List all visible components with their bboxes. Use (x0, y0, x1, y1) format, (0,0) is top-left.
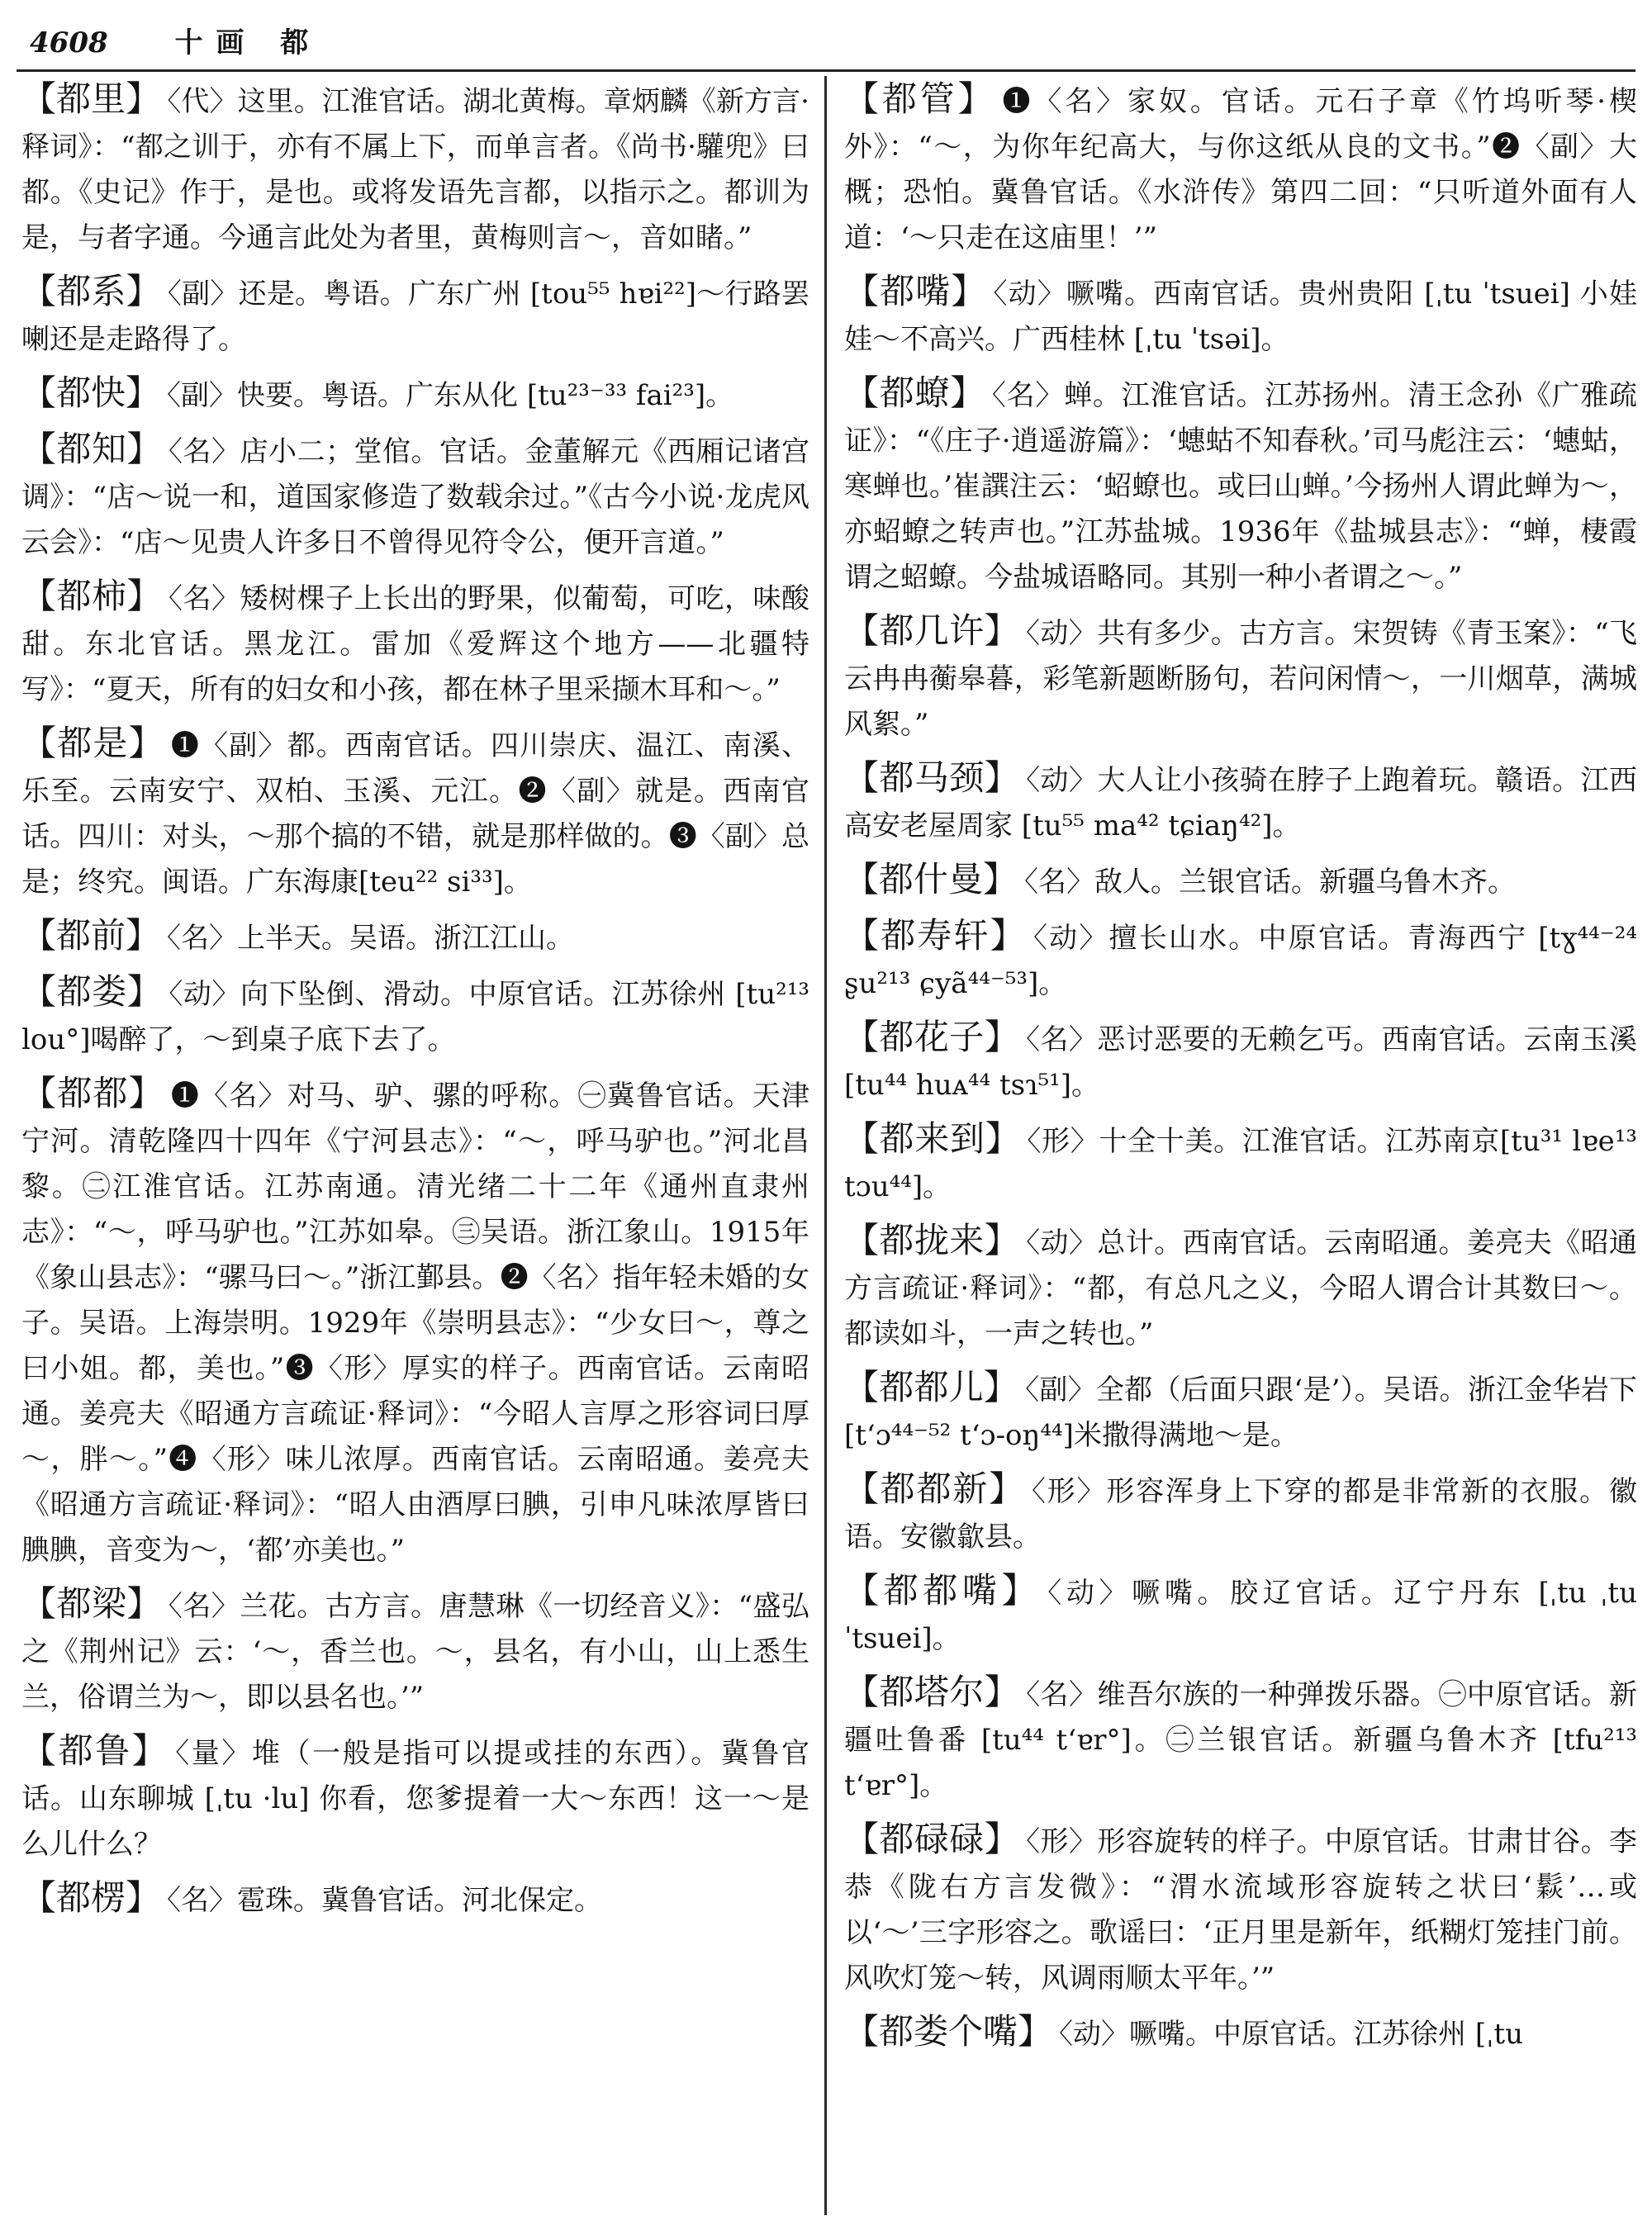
entry-headword: 【都楞】 (21, 1877, 161, 1918)
entry-definition: ❶〈名〉对马、驴、骡的呼称。㊀冀鲁官话。天津宁河。清乾隆四十四年《宁河县志》：“～，呼马驴也。”河北昌黎。㊁江淮官话。江苏南通。清光绪二十二年《通州直隶州志》：“～，呼马驴也。”江苏如皋。㊂吴语。浙江象山。1915年《象山县志》：“骡马曰～。”浙江鄞县。❷〈名〉指年轻未婚的女子。吴语。上海崇明。1929年《崇明县志》：“少女曰～，尊之曰小姐。都，美也。”❸〈形〉厚实的样子。西南官话。云南昭通。姜亮夫《昭通方言疏证·释词》：“今昭人言厚之形容词曰厚～，胖～。”❹〈形〉味儿浓厚。西南官话。云南昭通。姜亮夫《昭通方言疏证·释词》：“昭人由酒厚曰腆，引申凡味浓厚皆曰腆腆，音变为～，‘都’亦美也。” (21, 1079, 809, 1567)
entry-definition: 〈代〉这里。江淮官话。湖北黄梅。章炳麟《新方言·释词》：“都之训于，亦有不属上下，而单言者。《尚书·驩兜》曰都。《史记》作于，是也。或将发语先言都，以指示之。都训为是，与者字通。今通言此处为者里，黄梅则言～，音如睹。” (21, 85, 809, 254)
dictionary-entry (844, 76, 1637, 261)
entry-definition: 〈名〉雹珠。冀鲁官话。河北保定。 (167, 1884, 603, 1917)
entry-definition: 〈名〉矮树棵子上长出的野果，似葡萄，可吃，味酸甜。东北官话。黑龙江。雷加《爱辉这个地方——北疆特写》：“夏天，所有的妇女和小孩，都在林子里采撷木耳和～。” (21, 582, 809, 706)
page-header (30, 18, 321, 68)
entry-headword: 【都蟟】 (844, 372, 985, 413)
entry-headword: 【都里】 (21, 78, 161, 119)
entry-definition: ❶〈名〉家奴。官话。元石子章《竹坞听琴·楔外》：“～，为你年纪高大，与你这纸从良的文书。”❷〈副〉大概；恐怕。冀鲁官话。《水浒传》第四二回：“只听道外面有人道：‘～只走在这庙里！’” (844, 85, 1637, 254)
entry-headword: 【都系】 (21, 271, 161, 311)
entry-definition: 〈副〉快要。粤语。广东从化 [tu²³⁻³³ fai²³]。 (167, 379, 734, 412)
entry-headword: 【都是】 (21, 723, 164, 763)
entry-definition: 〈名〉维吾尔族的一种弹拨乐器。㊀中原官话。新疆吐鲁番 [tu⁴⁴ tʻɐr°]。㊁兰银官话。新疆乌鲁木齐 [tfu²¹³ tʻɐr°]。 (844, 1678, 1637, 1802)
entry-definition: 〈动〉大人让小孩骑在脖子上跑着玩。赣语。江西高安老屋周家 [tu⁵⁵ ma⁴² tɕiaŋ⁴²]。 (844, 764, 1637, 842)
entry-headword: 【都塔尔】 (844, 1672, 1020, 1712)
entry-headword: 【都知】 (21, 429, 162, 469)
entry-headword: 【都花子】 (844, 1017, 1020, 1057)
entry-definition: 〈名〉兰花。古方言。唐慧琳《一切经音义》：“盛弘之《荆州记》云：‘～，香兰也。～，县名，有小山，山上悉生兰，俗谓兰为～，即以县名也。’” (21, 1590, 809, 1714)
dictionary-entry (844, 1014, 1637, 1108)
dictionary-entry (21, 969, 809, 1063)
entry-headword: 【都马颈】 (844, 757, 1020, 798)
entry-definition: 〈名〉店小二；堂倌。官话。金董解元《西厢记诸宫调》：“店～说一和，道国家修造了数载余过。”《古今小说·龙虎风云会》：“店～见贵人许多日不曾得见符令公，便开言道。” (21, 435, 809, 559)
entry-definition: 〈名〉蝉。江淮官话。江苏扬州。清王念孙《广雅疏证》：“《庄子·逍遥游篇》：‘蟪蛄不知春秋。’司马彪注云：‘蟪蛄，寒蝉也。’崔譔注云：‘蛁蟟也。或曰山蝉。’今扬州人谓此蝉为～，亦蛁蟟之转声也。”江苏盐城。1936年《盐城县志》：“蝉，棲霞谓之蛁蟟。今盐城语略同。其别一种小者谓之～。” (844, 379, 1637, 594)
entry-definition: 〈形〉形容旋转的样子。中原官话。甘肃甘谷。李恭《陇右方言发微》：“渭水流域形容旋转之状曰‘鬏’…或以‘～’三字形容之。歌谣曰：‘正月里是新年，纸糊灯笼挂门前。风吹灯笼～转，风调雨顺太平年。’” (844, 1825, 1637, 1995)
entry-headword: 【都快】 (21, 372, 161, 413)
dictionary-entry (844, 1466, 1637, 1560)
entry-headword: 【都来到】 (844, 1118, 1021, 1159)
entry-headword: 【都什曼】 (844, 859, 1018, 899)
dictionary-entry (844, 1816, 1637, 2001)
dictionary-entry (844, 1669, 1637, 1809)
entry-headword: 【都娄】 (21, 971, 163, 1012)
dictionary-entry (21, 1581, 809, 1720)
entry-headword: 【都都】 (21, 1073, 164, 1113)
dictionary-entry (21, 573, 809, 713)
entry-headword: 【都娄个嘴】 (844, 2011, 1053, 2052)
dictionary-entry (844, 856, 1637, 905)
dictionary-entry (844, 1364, 1637, 1459)
right-column (844, 76, 1637, 2215)
dictionary-entry (21, 370, 809, 419)
entry-headword: 【都柿】 (21, 576, 162, 616)
dictionary-entry (844, 370, 1637, 600)
entry-headword: 【都前】 (21, 915, 161, 956)
entry-definition: 〈动〉噘嘴。中原官话。江苏徐州 [ˌtu (1059, 2018, 1523, 2051)
entry-definition: 〈形〉十全十美。江淮官话。江苏南京[tu³¹ lɐe¹³ tɔu⁴⁴]。 (844, 1125, 1637, 1203)
entry-headword: 【都都儿】 (844, 1367, 1019, 1407)
entry-headword: 【都嘴】 (844, 271, 987, 311)
page-number: 4608 (30, 26, 108, 59)
entry-definition: 〈动〉共有多少。古方言。宋贺铸《青玉案》：“飞云冉冉蘅皋暮，彩笔新题断肠句，若问闲情～，一川烟草，满城风絮。” (844, 617, 1637, 741)
header-rule (17, 69, 1635, 72)
entry-headword: 【都寿轩】 (844, 915, 1027, 956)
column-divider (824, 76, 827, 2215)
entry-definition: 〈动〉向下坠倒、滑动。中原官话。江苏徐州 [tu²¹³ lou°]喝醉了，～到桌子底下去了。 (21, 978, 809, 1056)
dictionary-entry (844, 1116, 1637, 1210)
entry-headword: 【都碌碌】 (844, 1819, 1020, 1859)
dictionary-entry (21, 268, 809, 363)
entry-headword: 【都都新】 (844, 1468, 1025, 1509)
dictionary-entry (21, 1875, 809, 1924)
dictionary-entry (21, 426, 809, 566)
entry-definition: ❶〈副〉都。西南官话。四川崇庆、温江、南溪、乐至。云南安宁、双柏、玉溪、元江。❷〈副〉就是。西南官话。四川：对头，～那个搞的不错，就是那样做的。❸〈副〉总是；终究。闽语。广东海康[teu²² si³³]。 (21, 729, 809, 899)
entry-headword: 【都几许】 (844, 610, 1019, 651)
entry-definition: 〈名〉恶讨恶要的无赖乞丐。西南官话。云南玉溪 [tu⁴⁴ huᴀ⁴⁴ tsɿ⁵¹]。 (844, 1023, 1637, 1102)
entry-definition: 〈量〉堆（一般是指可以提或挂的东西）。冀鲁官话。山东聊城 [ˌtu ·lu] 你看，您爹提着一大～东西！这一～是么儿什么？ (21, 1737, 809, 1861)
dictionary-entry (21, 913, 809, 961)
entry-definition: 〈动〉擅长山水。中原官话。青海西宁 [tɣ⁴⁴⁻²⁴ ʂu²¹³ ɕyã⁴⁴⁻⁵³]。 (844, 922, 1637, 1000)
entry-definition: 〈形〉形容浑身上下穿的都是非常新的衣服。徽语。安徽歙县。 (844, 1475, 1637, 1554)
entry-definition: 〈副〉全都（后面只跟‘是’）。吴语。浙江金华岩下 [tʻɔ⁴⁴⁻⁵² tʻɔ-oŋ⁴⁴]米撒得满地～是。 (844, 1374, 1637, 1452)
entry-definition: 〈动〉噘嘴。胶辽官话。辽宁丹东 [ˌtu ˌtu ˈtsuei]。 (844, 1577, 1637, 1655)
entry-definition: 〈动〉总计。西南官话。云南昭通。姜亮夫《昭通方言疏证·释词》：“都，有总凡之义，今昭人谓合计其数曰～。都读如斗，一声之转也。” (844, 1226, 1637, 1350)
dictionary-entry (844, 268, 1637, 363)
dictionary-entry (21, 1070, 809, 1573)
dictionary-entry (844, 1217, 1637, 1357)
dictionary-entry (21, 76, 809, 261)
dictionary-entry (844, 2009, 1637, 2057)
entry-definition: 〈动〉噘嘴。西南官话。贵州贵阳 [ˌtu ˈtsuei] 小娃娃～不高兴。广西桂林 [ˌtu ˈtsəi]。 (844, 278, 1637, 356)
section-title: 十画 都 (174, 26, 322, 59)
entry-headword: 【都鲁】 (21, 1730, 169, 1771)
entry-definition: 〈副〉还是。粤语。广东广州 [tou⁵⁵ hɐi²²]～行路罢喇还是走路得了。 (21, 278, 809, 356)
dictionary-entry (844, 1568, 1637, 1662)
entry-headword: 【都管】 (844, 78, 996, 119)
entry-definition: 〈名〉上半天。吴语。浙江江山。 (167, 922, 575, 955)
entry-headword: 【都拢来】 (844, 1220, 1020, 1260)
entry-headword: 【都都嘴】 (844, 1570, 1042, 1611)
left-column (21, 76, 809, 2215)
entry-definition: 〈名〉敌人。兰银官话。新疆乌鲁木齐。 (1024, 866, 1517, 899)
dictionary-entry (21, 720, 809, 905)
entry-headword: 【都梁】 (21, 1583, 162, 1624)
dictionary-entry (844, 913, 1637, 1007)
dictionary-entry (844, 608, 1637, 747)
dictionary-entry (21, 1728, 809, 1867)
dictionary-entry (844, 755, 1637, 849)
